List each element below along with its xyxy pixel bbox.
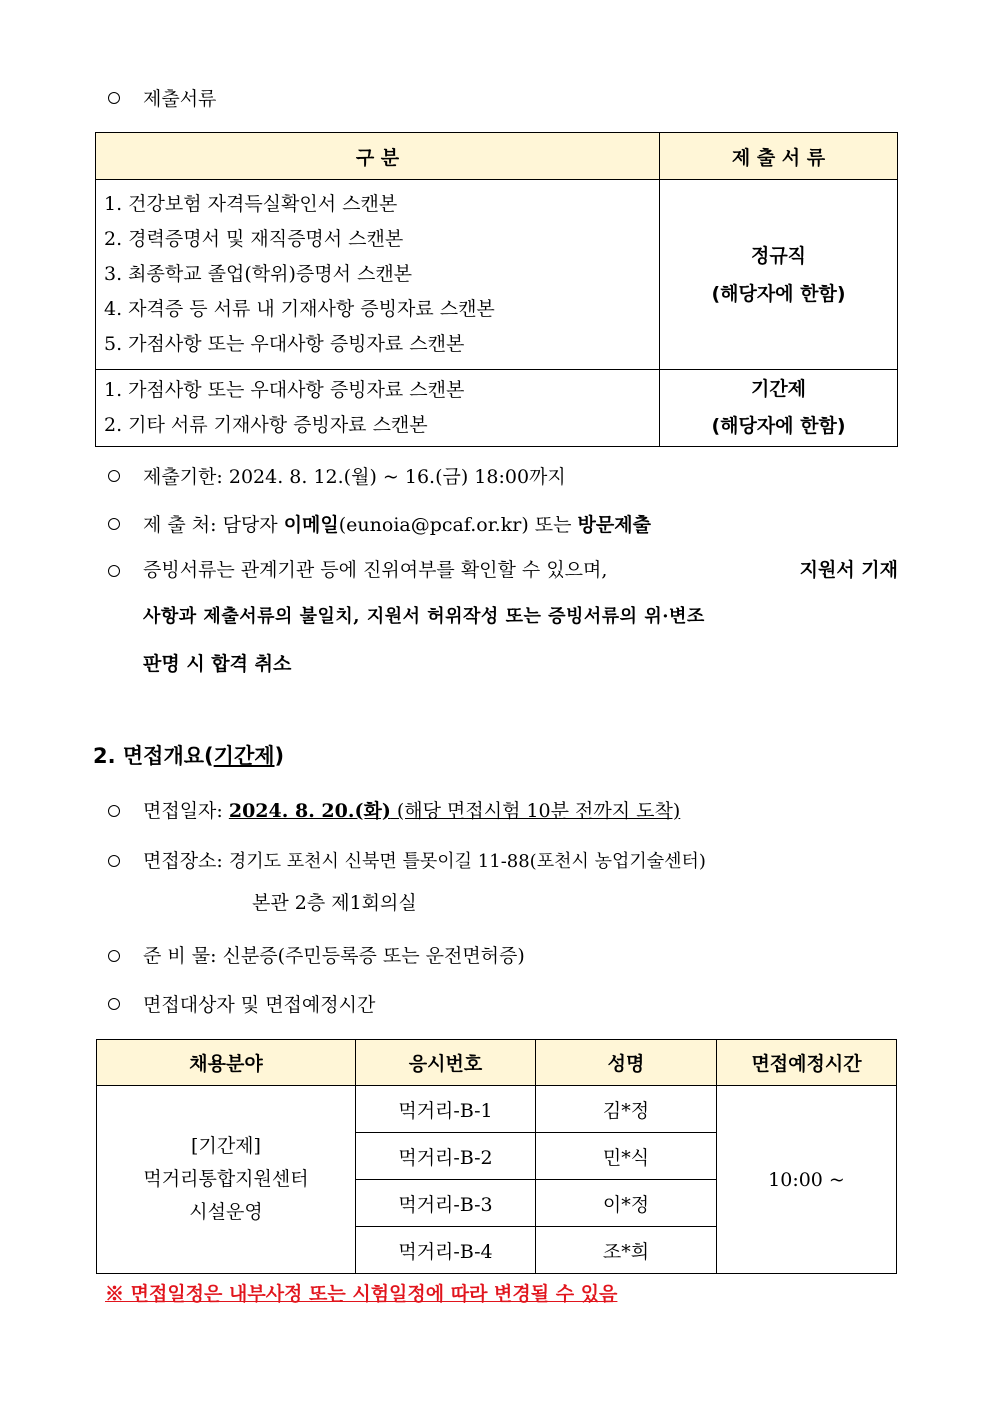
verify-normal: 증빙서류는 관계기관 등에 진위여부를 확인할 수 있으며, — [143, 559, 608, 581]
applicant-name: 민*식 — [536, 1133, 717, 1180]
field-line: 먹거리통합지원센터 — [143, 1168, 309, 1190]
header-time: 면접예정시간 — [717, 1040, 897, 1086]
list-item: 4. 자격증 등 서류 내 기재사항 증빙자료 스캔본 — [104, 298, 495, 320]
heading-prefix: 2. 면접개요( — [93, 744, 214, 768]
date-value: 2024. 8. 20.(화) — [228, 800, 391, 822]
bullet-icon — [108, 565, 120, 577]
contract-note: (해당자에 한함) — [711, 415, 846, 437]
list-item: 2. 기타 서류 기재사항 증빙자료 스캔본 — [104, 414, 428, 436]
verify-bold-1: 지원서 기재 — [799, 559, 898, 581]
verify-line-2: 사항과 제출서류의 불일치, 지원서 허위작성 또는 증빙서류의 위·변조 — [143, 606, 705, 627]
applicant-number: 먹거리-B-1 — [356, 1086, 536, 1133]
interview-heading — [93, 742, 284, 770]
bullet-icon — [108, 855, 120, 867]
notice: ※ 면접일정은 내부사정 또는 시험일정에 따라 변경될 수 있음 — [105, 1283, 618, 1305]
list-item: 1. 가점사항 또는 우대사항 증빙자료 스캔본 — [104, 379, 465, 401]
regular-items — [96, 180, 660, 370]
place-line1: 경기도 포천시 신북면 틀못이길 11-88(포천시 농업기술센터) — [228, 851, 706, 872]
contract-type-cell — [660, 370, 898, 447]
documents-table — [95, 132, 898, 447]
applicant-number: 먹거리-B-2 — [356, 1133, 536, 1180]
header-number: 응시번호 — [356, 1040, 536, 1086]
header-name: 성명 — [536, 1040, 717, 1086]
contract-items — [96, 370, 660, 447]
applicant-number: 먹거리-B-4 — [356, 1227, 536, 1274]
place-label: 면접장소: — [143, 850, 229, 872]
list-item: 3. 최종학교 졸업(학위)증명서 스캔본 — [104, 263, 413, 285]
documents-heading: 제출서류 — [143, 88, 217, 110]
place-line2: 본관 2층 제1회의실 — [252, 892, 417, 914]
date-label: 면접일자: — [143, 800, 229, 822]
regular-type: 정규직 — [750, 244, 807, 267]
date-detail — [229, 800, 680, 822]
submit-place — [143, 511, 651, 539]
bullet-icon — [108, 805, 120, 817]
applicant-name: 김*정 — [536, 1086, 717, 1133]
submit-email: (eunoia@pcaf.or.kr) — [338, 514, 529, 536]
deadline: 제출기한: 2024. 8. 12.(월) ~ 16.(금) 18:00까지 — [143, 466, 566, 488]
table-row — [97, 1086, 897, 1133]
bullet-icon — [108, 92, 120, 104]
field-line: [기간제] — [191, 1135, 261, 1157]
interview-place — [143, 847, 706, 876]
applicant-name: 이*정 — [536, 1180, 717, 1227]
verify-line-1 — [143, 556, 898, 584]
list-item: 5. 가점사항 또는 우대사항 증빙자료 스캔본 — [104, 333, 465, 355]
date-note: (해당 면접시험 10분 전까지 도착) — [390, 800, 681, 822]
header-category: 구 분 — [96, 133, 660, 180]
regular-type-cell — [660, 180, 898, 370]
header-field: 채용분야 — [97, 1040, 356, 1086]
schedule-heading: 면접대상자 및 면접예정시간 — [143, 994, 376, 1016]
submit-email-label: 이메일 — [283, 514, 339, 536]
interview-time: 10:00 ~ — [717, 1086, 897, 1274]
applicant-number: 먹거리-B-3 — [356, 1180, 536, 1227]
bullet-icon — [108, 518, 120, 530]
list-item: 1. 건강보험 자격득실확인서 스캔본 — [104, 193, 398, 215]
bullet-icon — [108, 950, 120, 962]
heading-suffix: ) — [274, 744, 285, 768]
regular-note: (해당자에 한함) — [711, 282, 846, 305]
bullet-icon — [108, 470, 120, 482]
heading-underlined: 기간제 — [213, 744, 275, 768]
list-item: 2. 경력증명서 및 재직증명서 스캔본 — [104, 228, 404, 250]
field-line: 시설운영 — [189, 1201, 263, 1223]
verify-line-3: 판명 시 합격 취소 — [143, 653, 292, 675]
interview-prep: 준 비 물: 신분증(주민등록증 또는 운전면허증) — [143, 945, 525, 967]
field-cell — [97, 1086, 356, 1274]
contract-type: 기간제 — [750, 378, 807, 400]
bullet-icon — [108, 998, 120, 1010]
submit-visit: 방문제출 — [577, 514, 651, 536]
interview-date — [143, 797, 680, 825]
submit-mid: 또는 — [528, 514, 578, 536]
submit-label: 제 출 처: 담당자 — [143, 514, 284, 536]
header-docs: 제 출 서 류 — [660, 133, 898, 180]
applicant-name: 조*희 — [536, 1227, 717, 1274]
schedule-table — [96, 1039, 897, 1274]
